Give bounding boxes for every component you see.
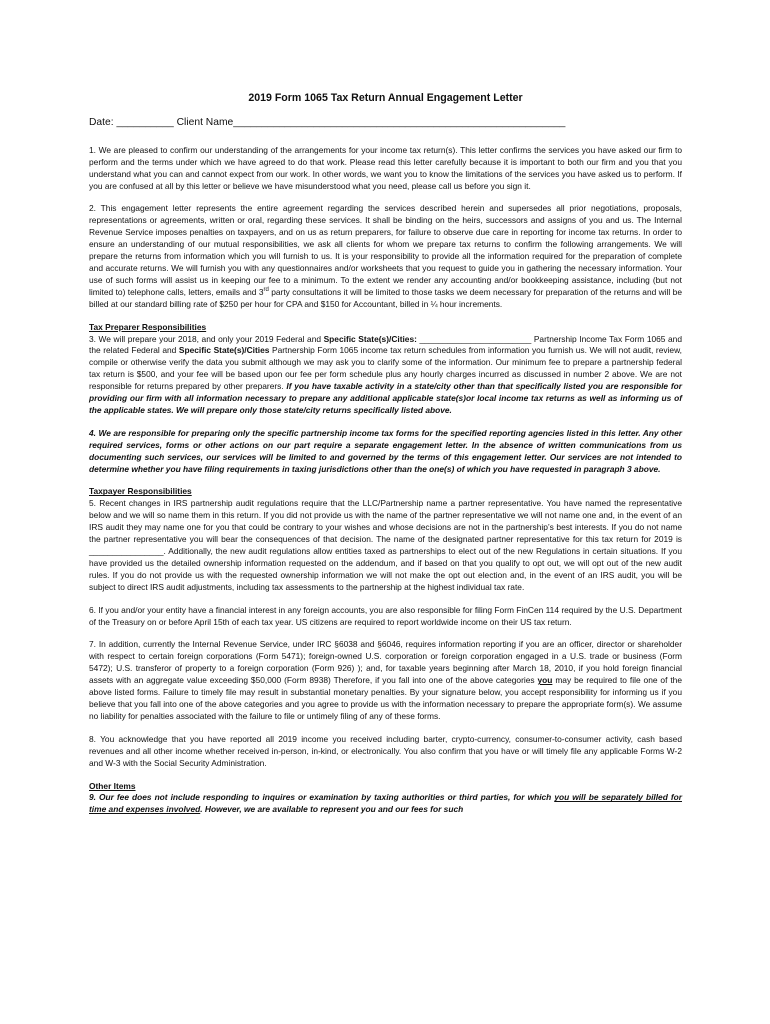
paragraph-7-you: you [537,675,553,686]
page-title: 2019 Form 1065 Tax Return Annual Engagement Letter [248,92,523,104]
paragraph-8: 8. You acknowledge that you have reported all 2019 income you received including barter, crypto-currency, consumer-to-consumer activity, cash based revenues and all other income whether received in-person, in-kind, or electronically. You also confirm that you have or will timely file any applicable Forms W-2 and W-3 with the Social Security Administration. [89,733,682,768]
paragraph-4: 4. We are responsible for preparing only the specific partnership income tax forms for the specified reporting agencies listed in this letter. Any other required services, forms or other actions on our part require a separate engagement letter. In the absence of written communications from us documenting such services, our services will be limited to and governed by the terms of this engagement letter. Our services are not intended to determine whether you have filing requirements in taxing jurisdictions other than the one(s) of which you have requested in paragraph 3 above. [89,427,682,474]
paragraph-3-emphasis: If you have taxable activity in a state/city other than that specifically listed you are responsible for providing our firm with all information necessary to prepare any additional applicable state(s)or local income tax returns as well as informing us of the applicable states. We will prepare only those state/city returns specifically listed above. [89,381,682,415]
paragraph-5-text: 5. Recent changes in IRS partnership audit regulations require that the LLC/Partnership name a partner representative. You have named the representative below and we will so name them in this return. If you did not provide us with the name of the partner representative we will not name one and, in the event of an IRS audit they may name one for you that could be contrary to your wishes and whose decisions are not in the partnership’s best interests. If you do not name the partner representative you will bear the consequences of that decision. The name of the designated partner representative for this tax return for 2019 is ________________. Additionally, the new audit regulations allow entities taxed as partnerships to elect out of the new Regulations in certain situations. If you have provided us the detailed ownership information requested on the addendum, and if based on that you qualify to opt out, we will opt out of the new audit rules. If you do not provide us with the requested ownership information we will not make the opt out election and, in the event of an IRS audit, you will be subject to direct IRS audit adjustments, including tax assessments to the partnership at the highest individual tax rate. [89,498,682,592]
paragraph-7 [89,639,682,722]
paragraph-2 [89,203,682,310]
paragraph-5 [89,486,682,593]
paragraph-1: 1. We are pleased to confirm our understanding of the arrangements for your income tax return(s). This letter confirms the services you have asked our firm to perform and the terms under which we have agreed to do that work. Please read this letter carefully because it is important to both our firm and you that you understand what you can and cannot expect from our work. In other words, we want you to know the limitations of the services you have asked us to perform. If you are confused at all by this letter or believe we have misunderstood what you need, please call us before you sign it. [89,144,682,191]
paragraph-9 [89,781,682,817]
paragraph-2-superscript: rd [263,286,269,293]
date-client-line: Date: __________ Client Name__________________________________________________________ [89,116,566,128]
paragraph-6: 6. If you and/or your entity have a financial interest in any foreign accounts, you are also responsible for filing Form FinCen 114 required by the U.S. Department of the Treasury on or before April 15th of each tax year. US citizens are required to report worldwide income on their US tax return. [89,604,682,627]
paragraph-3-text-e: Partnership Form 1065 income tax return schedules from information you furnish us. We will not audit, review, compile or otherwise verify the data you submit although we may ask you to clarify some of the information. Our minimum fee to prepare a partnership federal tax return is $500, and your fee will be based upon our fee per form schedule plus any hourly charges incurred as discussed in number 2 above. We are not responsible for returns prepared by other preparers. [89,345,682,392]
letter-body [89,93,682,816]
paragraph-9-text-a: 9. Our fee does not include responding to inquires or examination by taxing authorities or third parties, for which [89,792,555,803]
paragraph-7-text-a: 7. In addition, currently the Internal Revenue Service, under IRC §6038 and §6046, requires information reporting if you are an officer, director or shareholder with respect to certain foreign corporations (Form 5471); foreign-owned U.S. corporation or foreign corporation engaged in a U.S. trade or business (Form 5472); U.S. transferor of property to a foreign corporation (Form 926) ); and, for taxable years beginning after March 18, 2010, if you hold foreign financial assets with an aggregate value exceeding $50,000 (Form 8938) Therefore, if you fall into one of the above categories [89,639,682,686]
paragraph-7-text-b: may be required to file one of the above listed forms. Failure to timely file may result in substantial monetary penalties. By your signature below, you accept responsibility for informing us if you believe that you fall into one of the above categories and you agree to provide us with the information necessary to prepare the appropriate form(s). We assume no liability for penalties associated with the failure to file or untimely filing of any of these forms. [89,675,682,721]
paragraph-3-text-a: 3. We will prepare your 2018, and only your 2019 Federal and [89,333,324,344]
paragraph-3-text-c: ________________________ Partnership Income Tax Form 1065 and the related Federal and [89,333,682,356]
section-heading-taxpayer: Taxpayer Responsibilities [89,486,192,497]
paragraph-3-bold-b: Specific State(s)/Cities [178,345,270,356]
section-heading-preparer: Tax Preparer Responsibilities [89,321,207,332]
paragraph-3 [89,322,682,417]
section-heading-other: Other Items [89,780,136,791]
paragraph-2-text-b: party consultations it will be limited to those tasks we deem necessary for preparation of the returns and will be billed at our standard billing rate of $250 per hour for CPA and $150 for Accountant, billed in ¼ hour increments. [89,286,682,309]
paragraph-9-text-b: . However, we are available to represent you and our fees for such [200,804,464,815]
paragraph-9-underlined: you will be separately billed for time and expenses involved [89,792,682,815]
paragraph-2-text-a: 2. This engagement letter represents the entire agreement regarding the services described herein and supersedes all prior negotiations, proposals, representations or agreements, written or oral, regarding these services. It shall be binding on the heirs, successors and assigns of you and us. The Internal Revenue Service imposes penalties on taxpayers, and on us as return preparers, for failure to observe due care in reporting for income tax returns. In order to ensure an understanding of our mutual responsibilities, we ask all clients for whom we prepare tax returns to confirm the following arrangements. We will prepare the returns from information which you will furnish to us. It is your responsibility to provide all the information required for the preparation of complete and accurate returns. We will furnish you with any questionnaires and/or worksheets that you request to guide you in gathering the necessary information. Your use of such forms will assist us in keeping our fee to a minimum. To the extent we render any accounting and/or bookkeeping assistance, including (but not limited to) telephone calls, letters, emails and 3 [89,203,682,297]
paragraph-3-bold-a: Specific State(s)/Cities: [323,333,417,344]
